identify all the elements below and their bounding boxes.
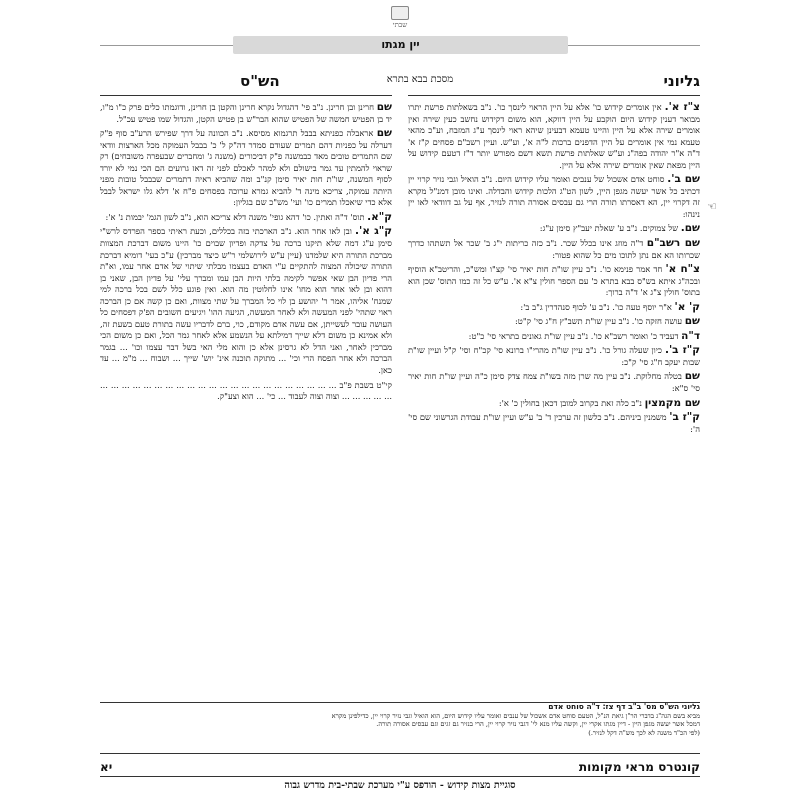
pointing-hand-icon: ☜ <box>707 200 717 213</box>
page-number: יא <box>100 760 113 774</box>
footer-rule <box>100 776 700 777</box>
commentary-paragraph <box>408 398 700 410</box>
paragraph-text: דעביד כ' ואומר רשב"א כו'. נ"ב עיין שו"ת גאונים בתראי סי' כ"ט: <box>468 330 682 341</box>
paragraph-heading: ק"א. <box>367 210 392 223</box>
commentary-paragraph <box>100 226 392 376</box>
commentary-paragraph <box>408 174 700 220</box>
paragraph-heading: שם <box>376 101 392 113</box>
paragraph-heading: ד"ה <box>681 329 700 342</box>
footnote-line: דמכל אשר יעשה מגפן היין - דיין מגתו אקרי יין, וקשה עליו מנא לי' דגבי נזיר קרוי יין, הרי בנזיר גם זגים וגם עבסים אסורה תורה. <box>376 720 700 729</box>
paragraph-text: אראבלה כפניתא בבבל תרגמוא מסיסא. נ"ב הכוונה על דרך שפירש הרע"ב סוף פ"ק דערלה על כפניות דהם תמרים שעודם סמדר דה"ק ל' כ' בבבל העמוקה מכל הארצות וודאי שם התמרים טובים מאד כבמשנה פ"ק דביכורים (משנה ג' ומחברים שבעפרה משובחים) רק שראוי להמתין עד גמר בישולם ולא למהר לאכלם לפני זה דאז גרועים הם הכי נמי לא יורד לסוף המשנה, שו"ת חות יאיר סימן קנ"ב ומה שהביא ראיה דתמרים שבבבל טובות מפני היותה עמוקה, צריכא מינה ד' להביא גמרא ערוכה בפסחים פ"ח א' דלא גלו ישראל לבבל אלא כדי שיאכלו תמרים כו' ועי' מש"כ שם בגליון: <box>100 128 392 208</box>
footer-series-title: קונטרס מראי מקומות <box>578 760 700 774</box>
commentary-paragraph <box>408 102 700 171</box>
paragraph-heading: שם ב'. <box>667 173 700 186</box>
footnote-title: גליוני הש"ס מס' ב"ב דף צז: ד"ה סוחט אדם <box>548 702 700 711</box>
paragraph-heading: צ"ז א'. <box>664 101 700 113</box>
commentary-paragraph <box>408 223 700 235</box>
paragraph-heading: ק"ז ב'. <box>664 344 700 357</box>
title-rule-right <box>408 95 700 96</box>
paragraph-heading: שם. <box>680 222 700 235</box>
commentary-tail: קי"ט בשבת פ"ב ... ... ... ... ... ... ... ... ... ... ... ... ... ... ... ... ... ... ... ... ... ... ... ... ... ... ... וצוה וצוה לעבוד ... כי' ... הוא וצע"ק. <box>100 379 392 402</box>
paragraph-text: חד אמר פנימא כו'. נ"ב עיין שו"ת חות יאיר סי' קצ"ו ומש"כ, והריטב"א הוסיף ובכה"ג איתא בש"ס בבא בתרא כ' עם הספר חולין צ"א א'. ע"ש כל זה כמו התוס' שכן הוא בתוס' חולין צ"ג א' ד"ה ברוך: <box>408 264 700 298</box>
commentary-paragraph <box>408 371 700 394</box>
commentary-paragraph <box>408 345 700 368</box>
paragraph-text: ד"ה מוזג אינו בכלל שכר. נ"ב כזה כריתות י"ג ב' שכר אל תשתהו כדרך שכרותו הא אם נתן לתוכו מים כל שהוא פטור: <box>408 238 700 260</box>
paragraph-heading: שם <box>376 127 392 140</box>
commentary-paragraph <box>100 212 392 224</box>
commentary-paragraph <box>100 102 392 125</box>
commentary-paragraph <box>100 128 392 209</box>
column-title-shas: הש"ס <box>240 72 280 90</box>
tractate-title: מסכת בבא בתרא <box>386 74 454 85</box>
running-header <box>233 36 568 54</box>
logo-mark <box>391 6 409 20</box>
commentary-paragraph <box>408 302 700 314</box>
running-header-title: יין מגתו <box>381 38 420 51</box>
logo-text: שבתי <box>392 21 408 29</box>
paragraph-text: תוס' ד"ה ואתין. כו' דהא גופי' משנה דלא צריכא הוא, נ"ב לשון הגמ' יבמות נ' א': <box>105 211 368 222</box>
paragraph-heading: ק"ג א'. <box>355 225 392 238</box>
paragraph-text: עושה חזקה כו'. נ"ב עיין שו"ת תשב"ץ ח"ג סי' ק"ט: <box>515 316 685 327</box>
publisher-logo <box>386 6 414 34</box>
commentary-paragraph <box>408 331 700 343</box>
footnote-lines <box>100 703 700 737</box>
paragraph-text: של צמוקים. נ"ב ע' שאלת יעב"ץ סימן ע"ג: <box>539 223 681 234</box>
paragraph-text: בטלה מחלוקת. נ"ב עיין מה שרן מזה בשו"ת צמח צדק סימן כ"ה ועיין שו"ת חות יאיר סי' ס"א: <box>408 371 700 394</box>
paragraph-text: כיון שעלה גורל כו'. נ"ב עיין שו"ת מהרי"ו ברונא סי' קכ"ח וסי' ק"ל ועיין שו"ת שבות יעקב ח"ג סי' ק"כ: <box>408 345 700 367</box>
paragraph-text: חרינן ובן חרינן. נ"ב פי' דהגדול נקרא חרינן והקטן בן חרינן, ודוגמתו כלים פרק כ"ו מ"ו, יד בן הפטיש חמשה של הפטיש שהוא הבר"ש בן פטיש הקטן, והגדול שמו פטיש עכ"ל. <box>100 102 392 124</box>
paragraph-heading: שם רשב"ם <box>646 237 700 250</box>
paragraph-text: אין אומרים קידוש כו' אלא על היין הראוי לינסך כו'. נ"ב בשאלתות פרשת יתרו מבואר דענין קידוש היום הוקבע על היין דווקא, הוא משום דקידוש נחשב כעין שירה ואין אומרים שירה אלא על היין והיינו טעמא דבעינן שיהא ראוי לינסך ע"ג המזבח, וע"כ מהאי טעמא נמי אין אומרים על היין הדפנים ברכות ל"ה א', וע"ש. ועיין רשב"ם פסחים ק"ז א' ד"ה א"ר יהודה בפה"נ וע"ש שאלתות פרשת תשא דשם מפורש יותר ד"ז דטעם קידוש על היין מפאת שאין אומרים שירה אלא על היין. <box>408 102 700 170</box>
paragraph-text: משמנין ביניהם. נ"ב כלשון זה ערכין ד' ב' ע"ש ועיין שו"ת עבודת הגרשוני שם סי' ה': <box>408 412 700 434</box>
paragraph-text: סוחט אדם אשכול של ענבים ואומר עליו קידוש היום. נ"ב הואיל וגבי נזיר קרוי יין דכתיב כל אשר יעשה מגפן היין, לשון הט"ג הלכות קידוש והבדלה. ואינו מובן דמנ"ל מקרא זה דקרוי יין, הא דאסרתו תורה הרי גם עבסים אסורה תורה לנזיר, אף על גב דוודאי לאו יין נינהו: <box>408 174 700 219</box>
column-title-gilyoni: גליוני <box>663 72 700 90</box>
paragraph-heading: שם <box>684 315 700 328</box>
paragraph-text: ובן לאו אחר הוא. נ"ב הארכתי בזה בכללים, וכעת ראיתי בספר הפרדס לרש"י סימן ע"ג דמה שלא תיקנו ברכה על צדקה ופדיון שבוים כו' היינו משום דברכת המצוות מברכת התורה היא שלמדנו (עיין ע"ש לירושלמי ר"ש כיצד מברכין) ע"כ בעי' דומיא דברכת התורה שיכולה המצוה להתקיים ע"י האדם בעצמו מבלתי שיתוי של אדם אחר עמו, וא"ת הרי פדיון הבן שאי אפשר לקימה בלתי היות הבן עמו ומברך עלי' על פדיון הבן, שאני בן דהוא ובן לאו אחר הוא מחו' אינו לחלוטין מה הוא. ואין פוגע כלל לשם בכל ברכה למי שמנח' אליהו, אמר ר' יהושע בן לוי כל המברך על שתי מצוות, ואם כן קשה אם כן הברכה ראוי שתהי' לפני המעשה ולא לאחר המעשה, הגיעה ההו' ויגיעים חשובים הפ'ק דפסחים כל העושה עובר לעשייתן, אם עשה אדם מקודם, כוי, ברם לדבריו עשה בתורת טעם בשעת זה, ולא אמינא כן משום דלא שייך דמילתא על הנשמע אלא לאחר גמר הכל, ואם כן משום הכי מברכין לאחר, ואני הדל לא גרסינן אלא כן והוא מלי האי בשל דבר עצמו וכו' ... בגמר הברכה ולא אחר הפסח הרי וכי' ... מתוקה תוכנה אינ' יוש' שייך ... ושבוח ... מ"מ ... עד כאן. <box>100 226 392 376</box>
paragraph-text: א"ר יוסף טעה כו'. נ"ב ע' לכוף סנהדרין ג"ב ב': <box>520 301 675 312</box>
footnote-box <box>100 702 700 754</box>
footnote-line: (לפי הכ"ד משנה לא לכך מש"ה דקל לנזיר.) <box>588 728 700 737</box>
footer-imprint: סוגיית מצות קידוש - הודפס ע"י מערכת שבתי-בית מדרש גבוה <box>284 780 516 791</box>
paragraph-heading: ק"ז ב' <box>669 411 700 424</box>
commentary-paragraph <box>408 316 700 328</box>
title-rule-left <box>100 95 392 96</box>
paragraph-heading: שם מקמצין <box>644 396 700 409</box>
paragraph-heading: צ"ח א' <box>665 263 700 276</box>
paragraph-heading: ק' א' <box>674 300 700 313</box>
paragraph-text: נ"ב כלה זאת בקרוב למובן דכאן בחולין כ' א': <box>498 397 645 408</box>
left-column <box>100 102 392 406</box>
paragraph-heading: שם <box>684 370 700 383</box>
footnote-line: מביא בשם הגה"ג בדברי הר"ן גיאת הנ"ל, הטעם סוחט אדם אשכול של ענבים ואומר עליו קידוש היום, הוא הואיל וגבי נזיר קרוי יין, כדילפינן מקרא <box>331 711 700 720</box>
commentary-paragraph <box>408 238 700 261</box>
commentary-paragraph <box>408 264 700 299</box>
right-column <box>408 102 700 438</box>
commentary-paragraph <box>408 412 700 435</box>
